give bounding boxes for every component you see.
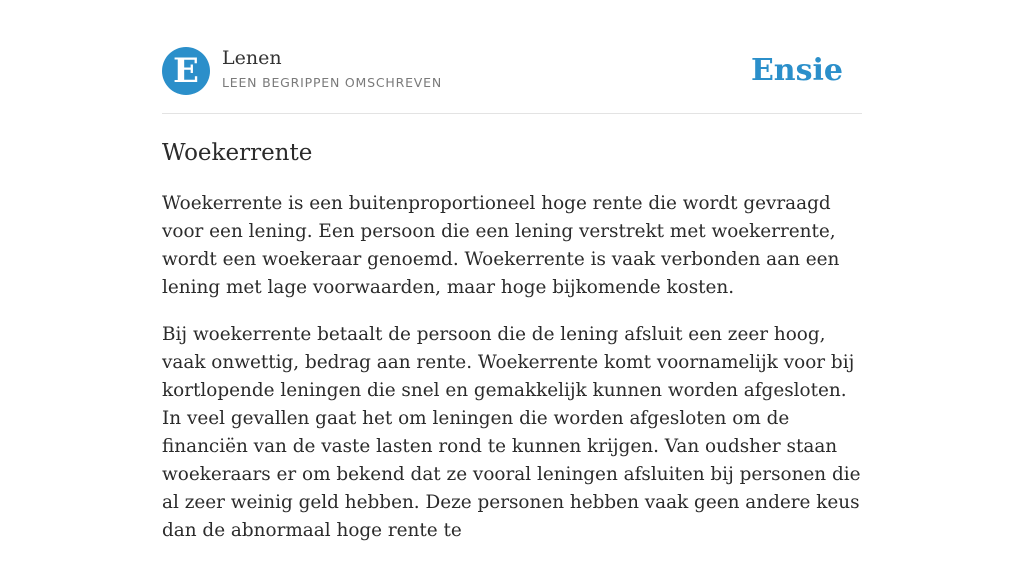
brand-logo[interactable]: Ensie (750, 53, 843, 88)
header-divider (162, 113, 862, 114)
ensie-logo-icon[interactable]: E (162, 47, 210, 95)
category-subtitle: LEEN BEGRIPPEN OMSCHREVEN (222, 75, 442, 90)
paragraph-2: Bij woekerrente betaalt de persoon die de lening afsluit een zeer hoog, vaak onwettig, bedrag aan rente. Woekerrente komt voornamelijk voor bij kortlopende leningen die snel en gemakkelijk kunnen worden afgesloten. In veel gevallen gaat het om leningen die worden afgesloten om de financiën van de vaste lasten rond te kunnen krijgen. Van oudsher staan woekeraars er om bekend dat ze vooral leningen afsluiten bij personen die al zeer weinig geld hebben. Deze personen hebben vaak geen andere keus dan de abnormaal hoge rente te (162, 324, 861, 541)
category-link[interactable]: Lenen (222, 47, 282, 69)
page (162, 0, 862, 541)
page-title: Woekerrente (162, 140, 313, 166)
paragraph-1: Woekerrente is een buitenproportioneel hoge rente die wordt gevraagd voor een lening. Een persoon die een lening verstrekt met woekerrente, wordt een woekeraar genoemd. Woekerrente is vaak verbonden aan een lening met lage voorwaarden, maar hoge bijkomende kosten. (162, 193, 840, 298)
article-body (162, 190, 862, 564)
header (162, 47, 862, 97)
